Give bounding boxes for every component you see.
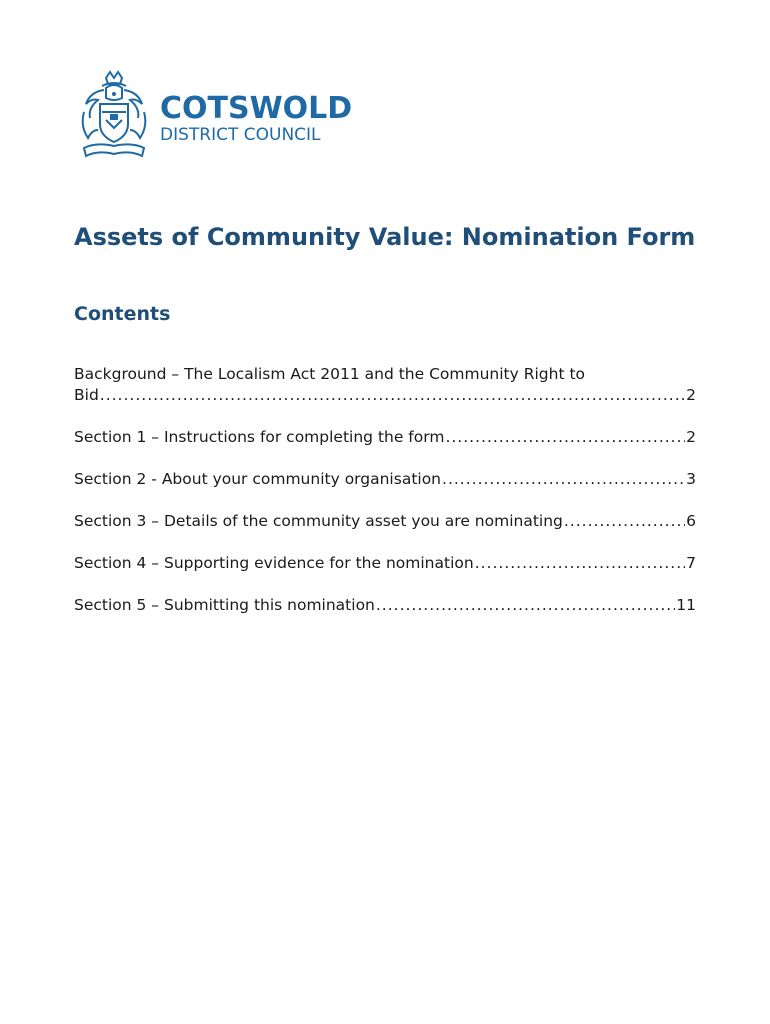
toc-item-section-2[interactable] [74, 469, 696, 490]
council-logo [76, 68, 356, 164]
council-crest-icon [76, 68, 152, 164]
toc-leader [564, 511, 685, 532]
contents-heading: Contents [74, 303, 171, 325]
toc-item-title: Section 5 – Submitting this nomination [74, 596, 375, 614]
council-wordmark [160, 91, 353, 146]
toc-leader [445, 427, 685, 448]
toc-page-number: 3 [686, 470, 696, 488]
toc-item-title: Section 4 – Supporting evidence for the nomination [74, 554, 474, 572]
document-title: Assets of Community Value: Nomination Form [74, 223, 696, 251]
toc-page-number: 2 [686, 386, 696, 404]
table-of-contents [74, 364, 696, 616]
toc-item-section-3[interactable] [74, 511, 696, 532]
toc-leader [442, 469, 685, 490]
toc-page-number: 7 [686, 554, 696, 572]
toc-item-section-4[interactable] [74, 553, 696, 574]
toc-item-title: Background – The Localism Act 2011 and the Community Right to [74, 365, 586, 383]
toc-page-number: 6 [686, 512, 696, 530]
wordmark-line1: COTSWOLD [160, 91, 353, 126]
toc-item-title-cont: Bid [74, 386, 99, 404]
toc-leader [475, 553, 685, 574]
toc-leader [100, 385, 685, 406]
toc-page-number: 2 [686, 428, 696, 446]
toc-item-section-5[interactable] [74, 595, 696, 616]
toc-item-section-1[interactable] [74, 427, 696, 448]
toc-page-number: 11 [676, 596, 696, 614]
toc-leader [376, 595, 675, 616]
toc-item-title: Section 1 – Instructions for completing the form [74, 428, 445, 446]
wordmark-line2: DISTRICT COUNCIL [160, 125, 321, 145]
toc-item-background[interactable] [74, 364, 696, 406]
toc-item-title: Section 3 – Details of the community asset you are nominating [74, 512, 563, 530]
toc-item-title: Section 2 - About your community organisation [74, 470, 442, 488]
